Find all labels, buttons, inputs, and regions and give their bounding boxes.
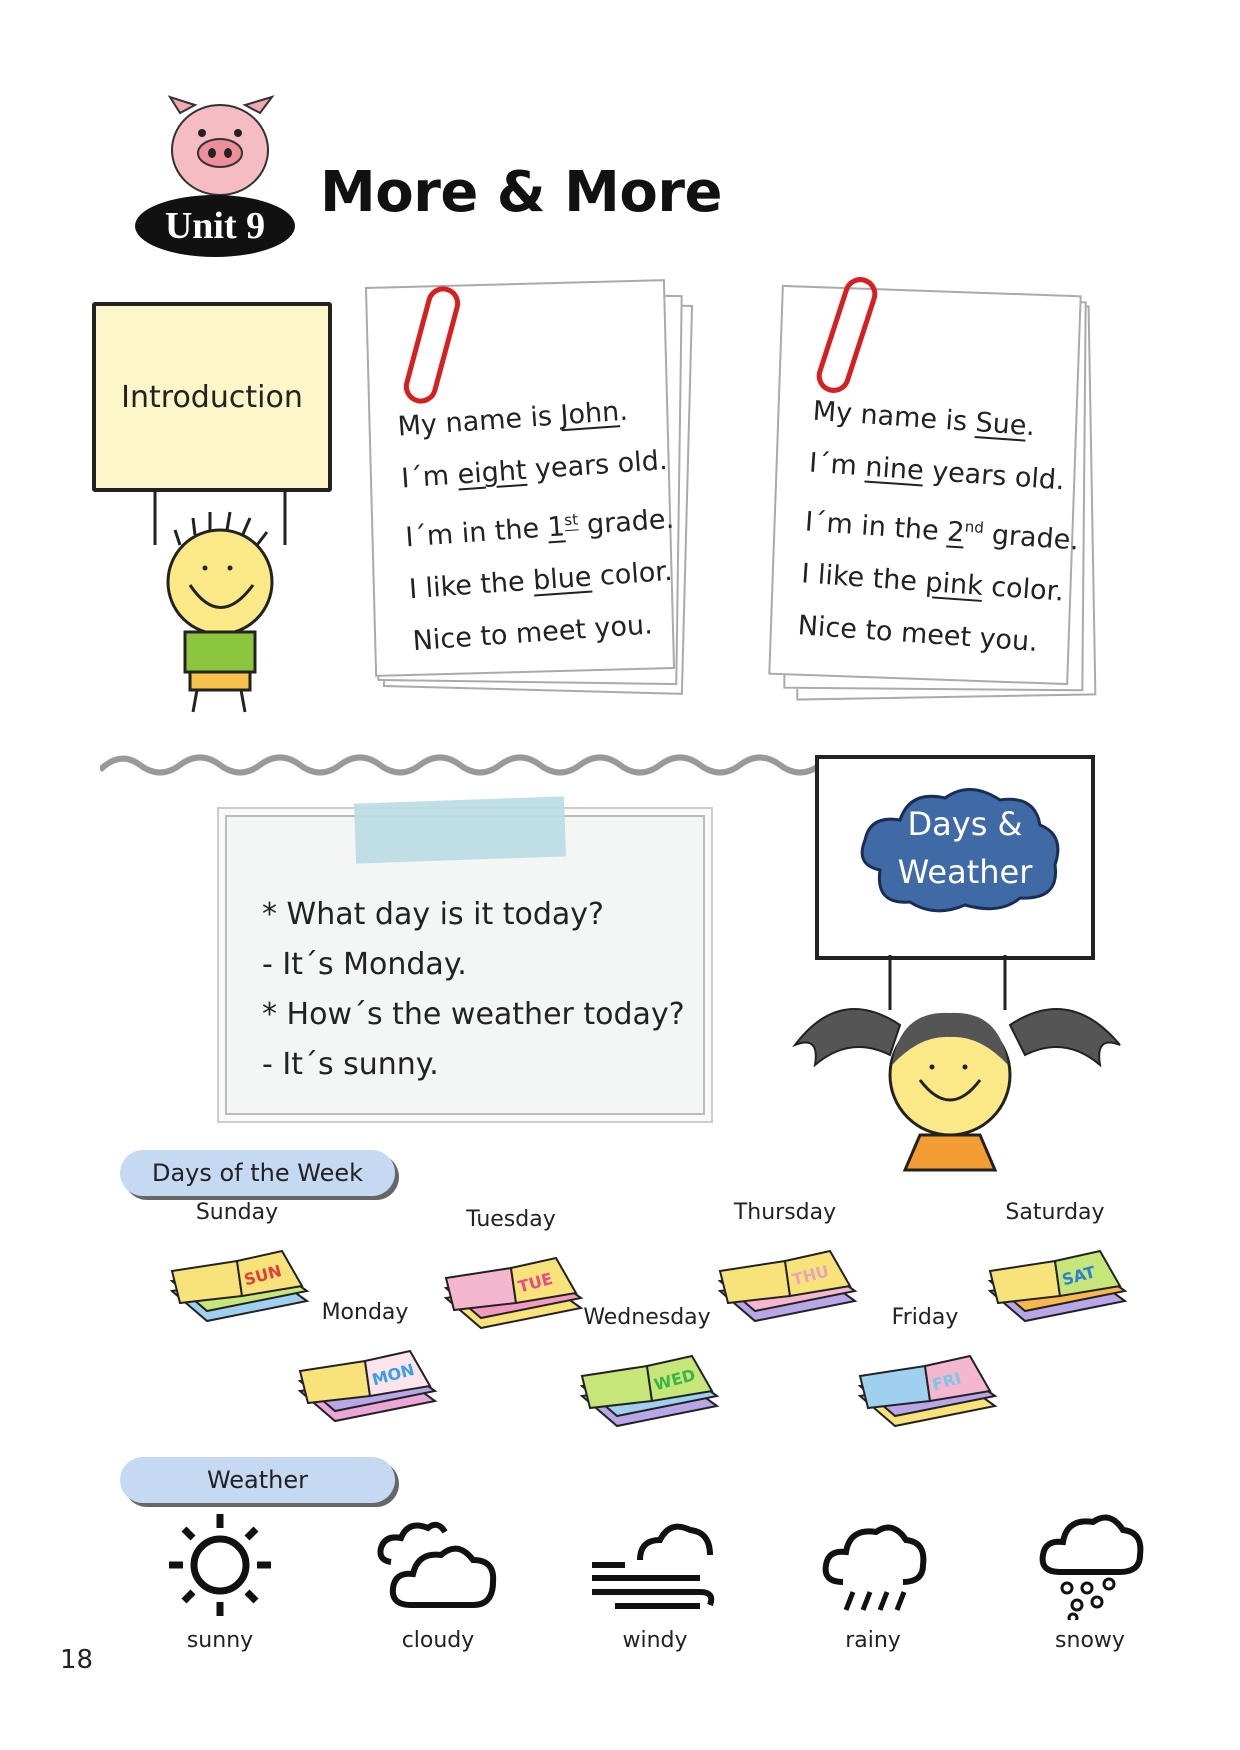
weather-snowy — [1010, 1510, 1170, 1653]
svg-text:SAT: SAT — [1060, 1262, 1098, 1290]
unit-badge: Unit 9 — [135, 195, 295, 257]
girl-illustration-icon — [780, 955, 1135, 1180]
note-line: Nice to meet you. — [411, 609, 654, 658]
rain-icon — [808, 1510, 938, 1620]
svg-text:TUE: TUE — [516, 1268, 555, 1297]
weather-label: windy — [622, 1628, 688, 1653]
note-line: I´m in the 1st grade. — [404, 503, 675, 554]
note-line: My name is Sue. — [811, 395, 1037, 443]
weather-label: sunny — [186, 1628, 254, 1653]
calendar-book-icon — [980, 1231, 1130, 1326]
day-label: Sunday — [195, 1200, 279, 1225]
qa-line: * How´s the weather today? — [262, 997, 685, 1032]
qa-lines — [262, 890, 685, 1090]
day-monday — [290, 1300, 440, 1431]
wavy-divider — [100, 745, 820, 785]
day-thursday — [710, 1200, 860, 1331]
weather-header: Weather — [120, 1457, 395, 1503]
tape-strip — [354, 796, 566, 863]
calendar-book-icon — [290, 1331, 440, 1426]
weather-label: cloudy — [401, 1628, 475, 1653]
day-wednesday — [572, 1305, 722, 1436]
calendar-book-icon — [710, 1231, 860, 1326]
svg-text:SUN: SUN — [242, 1261, 284, 1290]
day-label: Friday — [891, 1305, 959, 1330]
weather-rainy — [793, 1510, 953, 1653]
days-of-week-header: Days of the Week — [120, 1150, 395, 1196]
note-line: Nice to meet you. — [796, 610, 1039, 658]
boy-illustration-icon — [135, 490, 310, 725]
svg-text:WED: WED — [652, 1365, 698, 1395]
note-line: I´m in the 2nd grade. — [804, 506, 1080, 557]
note-line: I´m nine years old. — [808, 447, 1066, 497]
svg-text:THU: THU — [790, 1261, 831, 1290]
pig-mascot-icon — [160, 95, 280, 205]
note-line: My name is John. — [396, 395, 629, 443]
qa-line: * What day is it today? — [262, 897, 604, 932]
note-line: I like the blue color. — [408, 555, 674, 606]
page-number: 18 — [60, 1645, 94, 1675]
day-label: Wednesday — [583, 1305, 711, 1330]
qa-line: - It´s sunny. — [262, 1047, 439, 1082]
weather-sunny — [140, 1510, 300, 1653]
weather-windy — [575, 1510, 735, 1653]
day-label: Saturday — [1005, 1200, 1105, 1225]
note-sue-text — [796, 386, 1088, 671]
snow-icon — [1025, 1510, 1155, 1620]
day-tuesday — [436, 1207, 586, 1338]
wind-icon — [590, 1510, 720, 1620]
days-weather-label: Days & Weather — [897, 805, 1033, 891]
day-label: Thursday — [733, 1200, 837, 1225]
weather-label: snowy — [1055, 1628, 1125, 1653]
page-title: More & More — [320, 160, 722, 225]
cloud-icon — [373, 1510, 503, 1620]
calendar-book-icon — [850, 1336, 1000, 1431]
day-label: Monday — [321, 1300, 409, 1325]
sun-icon — [155, 1510, 285, 1620]
introduction-label: Introduction — [121, 379, 303, 415]
note-line: I´m eight years old. — [400, 444, 669, 495]
calendar-book-icon — [572, 1336, 722, 1431]
svg-text:MON: MON — [370, 1359, 417, 1390]
qa-line: - It´s Monday. — [262, 947, 467, 982]
day-friday — [850, 1305, 1000, 1436]
calendar-book-icon — [436, 1238, 586, 1333]
svg-text:FRI: FRI — [930, 1368, 964, 1395]
weather-cloudy — [358, 1510, 518, 1653]
day-saturday — [980, 1200, 1130, 1331]
day-label: Tuesday — [466, 1207, 556, 1232]
weather-label: rainy — [845, 1628, 901, 1653]
note-john-text — [396, 383, 683, 668]
introduction-sign — [92, 302, 332, 492]
note-line: I like the pink color. — [800, 558, 1065, 608]
